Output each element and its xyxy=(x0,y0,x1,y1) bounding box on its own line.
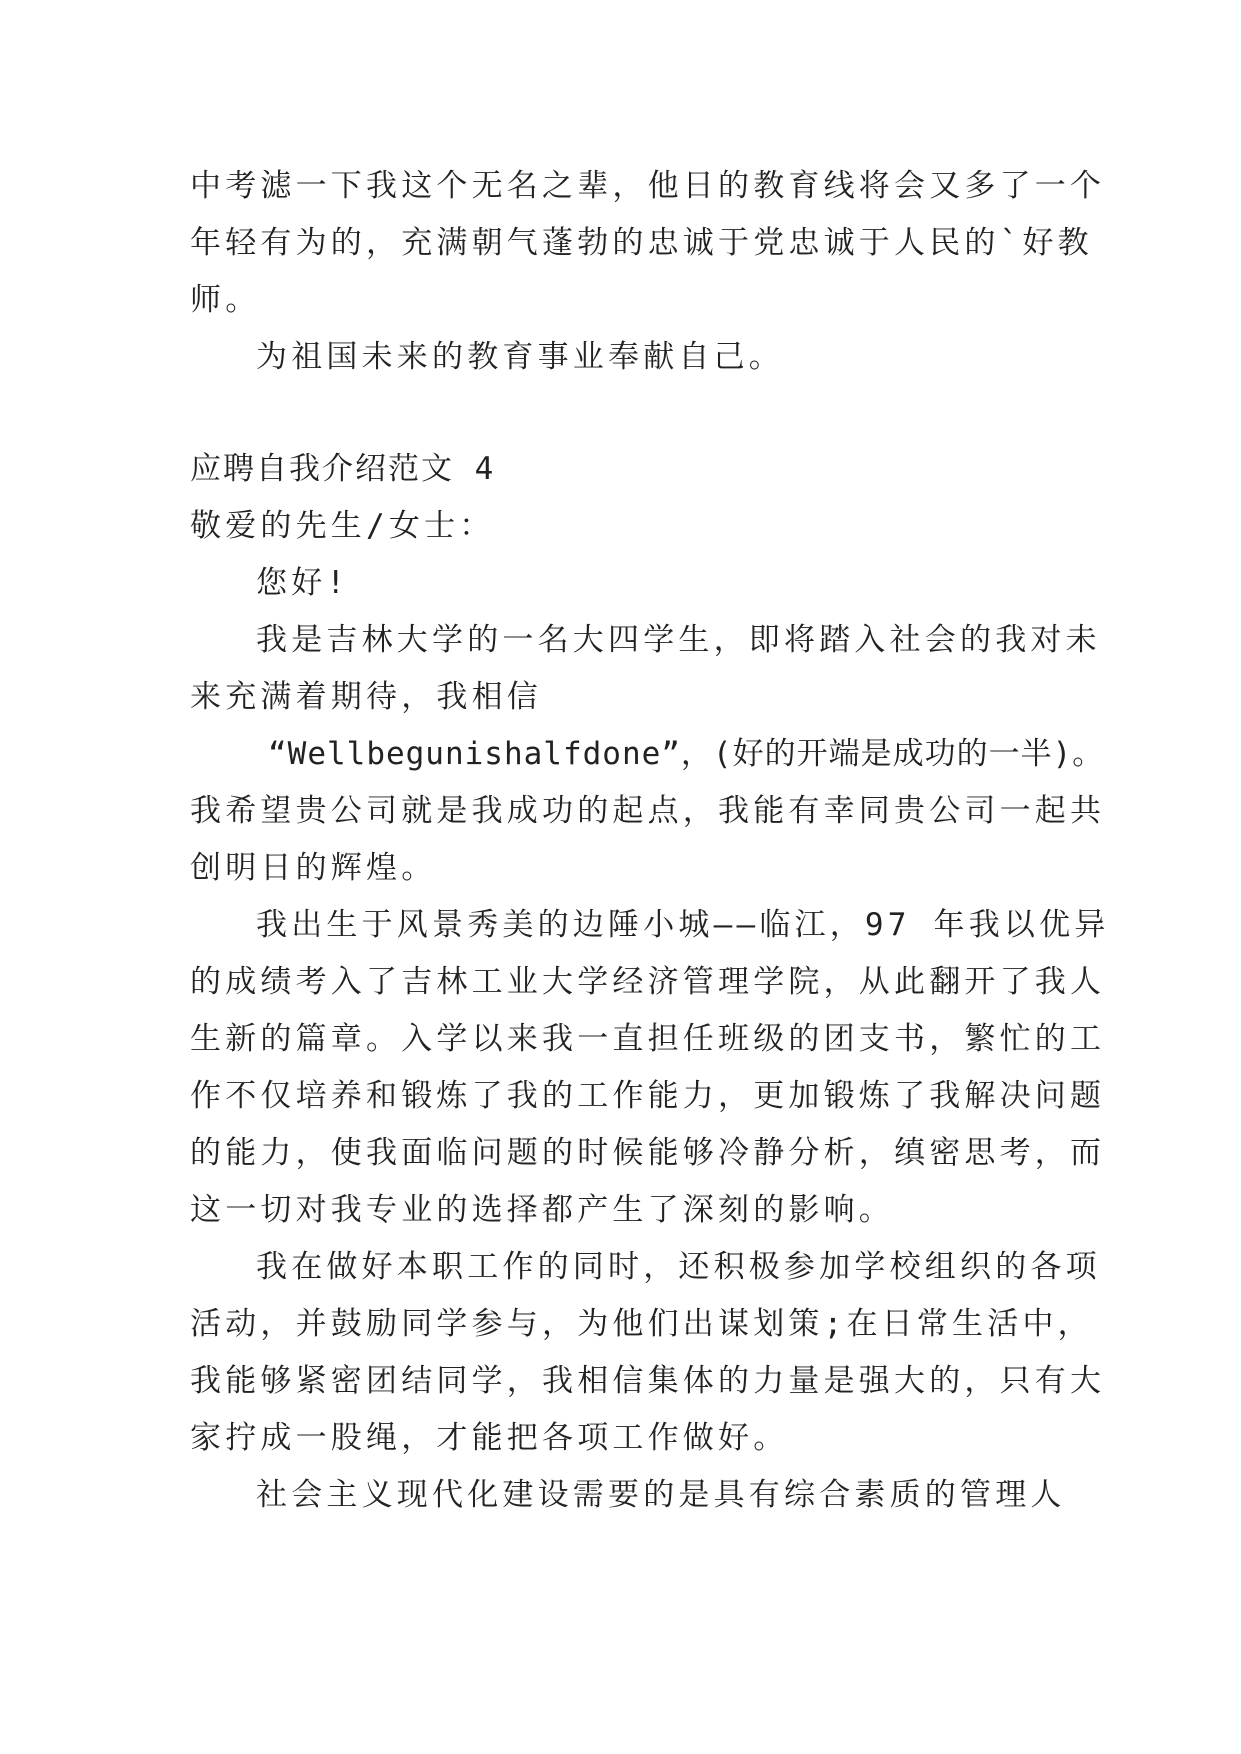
paragraph-line: 为祖国未来的教育事业奉献自己。 xyxy=(256,339,784,375)
paragraph-line: 生新的篇章。入学以来我一直担任班级的团支书，繁忙的工 xyxy=(190,1021,1106,1057)
paragraph-line: 我在做好本职工作的同时，还积极参加学校组织的各项 xyxy=(256,1249,1101,1285)
paragraph-line: 年轻有为的，充满朝气蓬勃的忠诚于党忠诚于人民的`好教 xyxy=(190,225,1093,261)
greeting: 您好! xyxy=(256,565,350,601)
paragraph-line: 的能力，使我面临问题的时候能够冷静分析，缜密思考，而 xyxy=(190,1135,1106,1171)
quote-line: “Wellbegunishalfdone”，(好的开端是成功的一半)。 xyxy=(268,736,1105,772)
paragraph-line: 师。 xyxy=(190,282,261,318)
paragraph-line: 我能够紧密团结同学，我相信集体的力量是强大的，只有大 xyxy=(190,1363,1106,1399)
paragraph-line: 活动，并鼓励同学参与，为他们出谋划策;在日常生活中， xyxy=(190,1306,1093,1342)
paragraph-line: 我是吉林大学的一名大四学生，即将踏入社会的我对未 xyxy=(256,622,1101,658)
paragraph-line: 这一切对我专业的选择都产生了深刻的影响。 xyxy=(190,1192,894,1228)
paragraph-line: 社会主义现代化建设需要的是具有综合素质的管理人 xyxy=(256,1477,1066,1513)
salutation: 敬爱的先生/女士： xyxy=(190,508,495,544)
paragraph-line: 的成绩考入了吉林工业大学经济管理学院，从此翻开了我人 xyxy=(190,964,1106,1000)
paragraph-line: 我希望贵公司就是我成功的起点，我能有幸同贵公司一起共 xyxy=(190,793,1106,829)
paragraph-line: 来充满着期待，我相信 xyxy=(190,679,542,715)
paragraph-line: 家拧成一股绳，才能把各项工作做好。 xyxy=(190,1420,789,1456)
paragraph-line: 作不仅培养和锻炼了我的工作能力，更加锻炼了我解决问题 xyxy=(190,1078,1106,1114)
paragraph-line: 创明日的辉煌。 xyxy=(190,850,437,886)
section-heading: 应聘自我介绍范文 4 xyxy=(190,451,496,487)
paragraph-line: 中考滤一下我这个无名之辈，他日的教育线将会又多了一个 xyxy=(190,168,1106,204)
paragraph-line: 我出生于风景秀美的边陲小城——临江，97 年我以优异 xyxy=(256,907,1110,943)
